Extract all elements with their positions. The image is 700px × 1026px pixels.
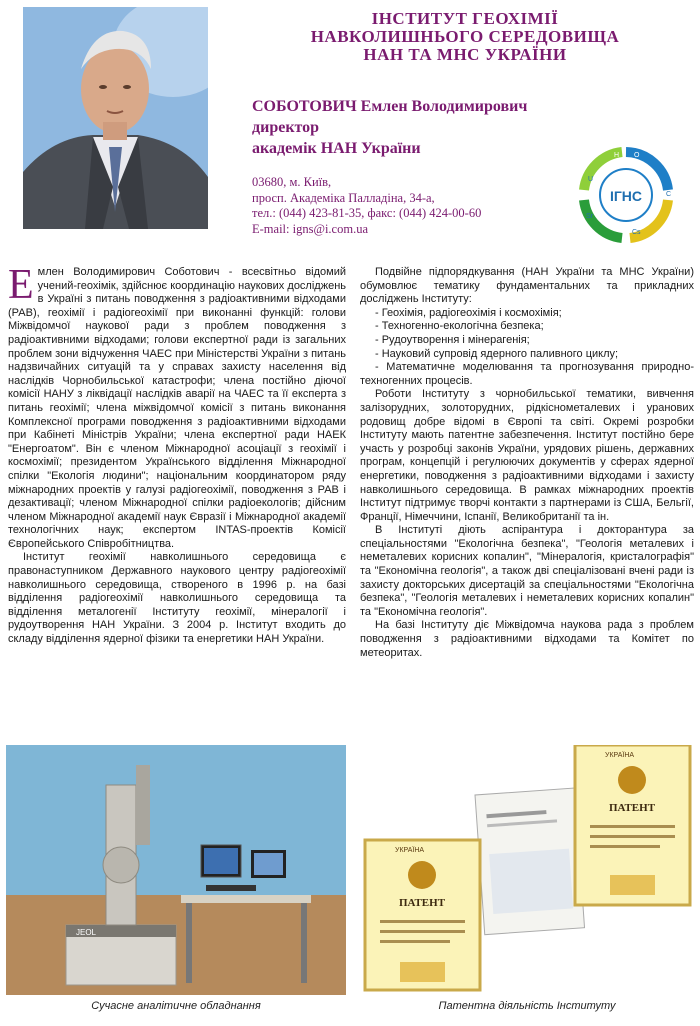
patent-word-bottom: ПАТЕНТ (398, 897, 446, 909)
institute-title-line-1: ІНСТИТУТ ГЕОХІМІЇ (371, 9, 559, 28)
institute-title-line-2: НАВКОЛИШНЬОГО СЕРЕДОВИЩА (310, 27, 620, 46)
director-position: директор (252, 119, 320, 136)
contact-city: 03680, м. Київ, (252, 175, 332, 189)
right-paragraph-4: На базі Інституту діє Міжвідомча наукова рада з проблем поводження з радіоактивними відходами та Комітет по метеоритах. (360, 619, 694, 659)
drop-cap: Е (8, 262, 34, 308)
ignc-logo (572, 146, 680, 244)
logo-letter-o: O (634, 152, 640, 159)
right-paragraph-1: Подвійне підпорядкування (НАН України та МНС України) обумовлює тематику фундаментальних та прикладних досліджень Інституту: (360, 266, 694, 306)
research-topic-1: - Геохімія, радіогеохімія і космохімія; (375, 306, 562, 319)
research-topic-2: - Техногенно-екологічна безпека; (375, 320, 544, 333)
right-text-column (360, 266, 694, 660)
contact-phones: тел.: (044) 423-81-35, факс: (044) 424-00-60 (252, 206, 482, 220)
logo-letter-c: C (666, 191, 672, 198)
left-paragraph-1-text: млен Володимирович Соботович - всесвітньо відомий учений-геохімік, здійснює координацію наукових досліджень в Україні з питань поводження з радіоактивними відходами (РАВ), геохімії і радіогеохімії при виконанні функцій: голови Міжвідомчої наукової ради з проблем поводження з радіоактивними відходами; голови експертної ради із загальних проблем зони відчуження ЧАЕС при Міністерстві України з питань надзвичайних ситуацій та у справах захисту населення від наслідків Чорнобильської катастрофи; члена постійно діючої комісії НАНУ з ліквідації наслідків аварії на ЧАЕС та її експерта з питань геохімії; члена міжвідомчої комісії з питань виконання Комплексної програми поводження з радіоактивними відходами при Кабінеті Міністрів України; члена експертної ради НАЕК "Енергоатом". Він є членом Міжнародної асоціації з геохімії і космохімії; президентом Українського відділення Міжнародної спілки "Екологія людини"; національним координатором ряду міжнародних проектів у галузі радіогеохімії, поводження з РАВ і дезактивації; членом Міжнародної спілки радіоекологів; дійсним членом Міжнародної академії наук Євразії і Міжнародної академії технологічних наук; експертом INTAS-проектів Комісії Європейського Співробітництва. (8, 266, 347, 550)
director-info (252, 96, 527, 159)
lab-brand-label: JEOL (76, 928, 97, 937)
right-paragraph-3: В Інституті діють аспірантура і докторантура за спеціальностями "Екологічна безпека", "Геологія металевих і неметалевих корисних копалин", "Мінералогія, кристалографія" та "Економічна геологія", а також дві спеціалізовані вчені ради із захисту докторських дисертацій за спеціальностями "Екологічна безпека", "Геологія металевих і неметалевих корисних копалин" та "Економічна геологія". (360, 524, 694, 618)
director-rank: академік НАН України (252, 140, 421, 157)
director-name: СОБОТОВИЧ Емлен Володимирович (252, 98, 528, 115)
logo-letter-h: H (614, 152, 620, 159)
left-paragraph-2: Інститут геохімії навколишнього середовища є правонаступником Державного наукового центру радіогеохімії навколишнього середовища, створеного в 1996 р. на базі відділення радіогеохімії навколишнього середовища та відділення металогенії Інституту геохімії, мінералогії і рудоутворення НАН України. З 2004 р. Інститут входить до складу відділення ядерної фізики та енергетики НАН України. (8, 551, 346, 646)
research-topic-5: - Математичне моделювання та прогнозування природно-техногенних процесів. (360, 361, 694, 387)
patents-caption: Патентна діяльність Інституту (438, 1000, 616, 1012)
institute-title-line-3: НАН ТА МНС УКРАЇНИ (363, 45, 567, 64)
patents-image (360, 745, 694, 995)
institute-title (240, 10, 690, 64)
lab-photo-caption: Сучасне аналітичне обладнання (91, 1000, 261, 1012)
research-topic-3: - Рудоутворення і мінерагенія; (375, 333, 530, 346)
logo-text: ІГНС (609, 188, 643, 204)
logo-letter-sr: Sr (586, 213, 593, 220)
contact-address: просп. Академіка Палладіна, 34-а, (252, 190, 435, 205)
left-text-column (8, 262, 347, 647)
patent-country-bottom: УКРАЇНА (395, 847, 425, 854)
director-portrait (23, 7, 208, 229)
patent-word-top: ПАТЕНТ (608, 802, 656, 814)
patent-country-top: УКРАЇНА (605, 752, 635, 759)
logo-letter-u: U (588, 176, 594, 183)
lab-equipment-photo (6, 745, 346, 995)
research-topic-4: - Науковий супровід ядерного паливного циклу; (375, 347, 619, 360)
contact-block (252, 175, 481, 237)
contact-email[interactable]: E-mail: igns@i.com.ua (252, 221, 369, 236)
right-paragraph-2: Роботи Інституту з чорнобильської тематики, вивчення залізорудних, золоторудних, рідкіснометалевих і уранових родовищ добре відомі в Європі та світі. Окремі розробки Інституту мають патентне забезпечення. Інститут постійно бере участь у розробці законів України, урядових рішень, державних програм, концепцій і регулюючих документів у сферах ядерної енергетики, поводження з радіоактивними відходами і захисту навколишнього середовища. В рамках міжнародних проектів Інститут підтримує творчі контакти з партнерами із США, Бельгії, Франції, Німеччини, Іспанії, Великобританії та ін. (360, 388, 694, 523)
logo-letter-cs: Cs (632, 229, 641, 236)
left-paragraph-1 (8, 262, 347, 551)
